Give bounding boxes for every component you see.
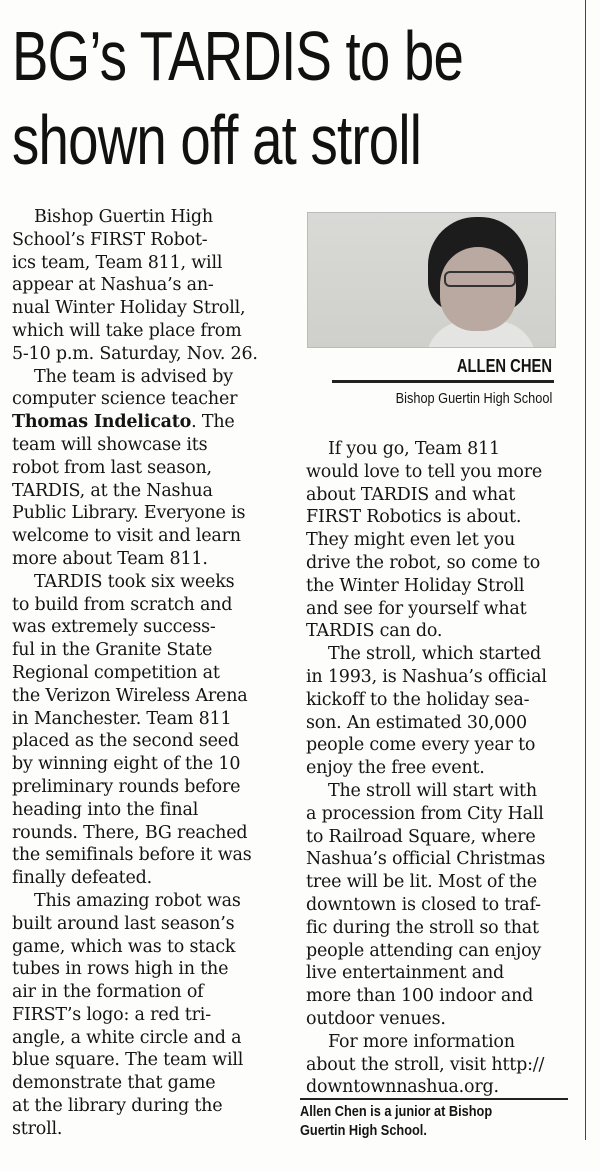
body-column-2 (306, 438, 568, 1099)
tagline-line-1: Allen Chen is a junior at Bishop (300, 1104, 493, 1120)
text-line: tubes in rows high in the (12, 959, 229, 980)
text-line: more than 100 indoor and (306, 986, 534, 1007)
text-line: TARDIS can do. (306, 621, 443, 642)
text-line: For more information (328, 1031, 515, 1052)
text-line: blue square. The team will (12, 1050, 244, 1071)
text-line: a procession from City Hall (306, 803, 544, 824)
text-line: in 1993, is Nashua’s official (306, 666, 547, 687)
text-line: fic during the stroll so that (306, 917, 539, 938)
paragraph (12, 206, 298, 366)
text-line (12, 411, 298, 434)
text-line: outdoor venues. (306, 1008, 446, 1029)
photo-credit-name: ALLEN CHEN (456, 356, 552, 376)
text-line: which will take place from (12, 320, 242, 341)
column-rule-right (585, 0, 586, 1140)
text-line: to Railroad Square, where (306, 826, 536, 847)
text-line: built around last season’s (12, 913, 235, 934)
headline-line-2: shown off at stroll (12, 101, 422, 179)
text-line: about the stroll, visit http:// (306, 1054, 545, 1075)
paragraph (12, 571, 298, 890)
text-line: game, which was to stack (12, 936, 236, 957)
text-line: FIRST’s logo: a red tri- (12, 1004, 211, 1025)
text-line: TARDIS took six weeks (34, 571, 235, 592)
text-line: Nashua’s official Christmas (306, 849, 546, 870)
text-line: preliminary rounds before (12, 776, 241, 797)
headline (12, 14, 464, 182)
photo-credit-rule (332, 380, 554, 383)
text-fragment: . The (191, 412, 235, 433)
text-line: tree will be lit. Most of the (306, 872, 537, 893)
text-line: heading into the final (12, 799, 199, 820)
text-line: welcome to visit and learn (12, 526, 241, 547)
text-line: ics team, Team 811, will (12, 252, 223, 273)
text-line: demonstrate that game (12, 1073, 216, 1094)
text-line: If you go, Team 811 (328, 439, 500, 459)
text-line: the semifinals before it was (12, 845, 252, 866)
body-column-1 (12, 206, 298, 1141)
text-line: The stroll, which started (328, 644, 541, 665)
text-line: computer science teacher (12, 389, 238, 410)
paragraph (306, 780, 568, 1031)
text-line: about TARDIS and what (306, 484, 516, 505)
text-line: appear at Nashua’s an- (12, 275, 214, 296)
paragraph (306, 1031, 568, 1099)
text-line: stroll. (12, 1118, 63, 1139)
paragraph (306, 438, 568, 643)
text-line: by winning eight of the 10 (12, 754, 241, 775)
tagline-line-2: Guertin High School. (300, 1123, 427, 1139)
paragraph (306, 643, 568, 780)
paragraph (12, 890, 298, 1141)
text-line: downtown is closed to traf- (306, 894, 541, 915)
text-line: robot from last season, (12, 457, 212, 478)
text-line: Public Library. Everyone is (12, 503, 246, 524)
text-line: people attending can enjoy (306, 940, 542, 961)
text-line: TARDIS, at the Nashua (12, 480, 213, 501)
text-line: at the library during the (12, 1096, 223, 1117)
text-line: The stroll will start with (328, 780, 537, 801)
text-line: finally defeated. (12, 868, 153, 889)
text-line: placed as the second seed (12, 731, 239, 752)
text-line: in Manchester. Team 811 (12, 708, 232, 729)
text-line: School’s FIRST Robot- (12, 229, 208, 250)
text-line: enjoy the free event. (306, 758, 485, 779)
text-line: and see for yourself what (306, 598, 527, 619)
text-line: nual Winter Holiday Stroll, (12, 298, 246, 319)
text-line: Regional competition at (12, 662, 220, 683)
advisor-name: Thomas Indelicato (12, 412, 192, 433)
text-line: son. An estimated 30,000 (306, 712, 527, 733)
paragraph (12, 366, 298, 571)
text-line: the Verizon Wireless Arena (12, 685, 248, 706)
headline-line-1: BG’s TARDIS to be (12, 17, 464, 95)
text-line: The team is advised by (34, 366, 233, 387)
text-line: downtownnashua.org. (306, 1077, 499, 1098)
author-photo (307, 212, 556, 348)
tagline-rule (300, 1098, 568, 1100)
text-line: rounds. There, BG reached (12, 822, 248, 843)
text-line: kickoff to the holiday sea- (306, 689, 530, 710)
text-line: This amazing robot was (34, 890, 241, 911)
text-line: more about Team 811. (12, 548, 208, 569)
text-line: live entertainment and (306, 963, 505, 984)
text-line: air in the formation of (12, 982, 204, 1003)
text-line: the Winter Holiday Stroll (306, 575, 525, 596)
text-line: ful in the Granite State (12, 640, 213, 661)
text-line: 5-10 p.m. Saturday, Nov. 26. (12, 343, 258, 364)
text-line: to build from scratch and (12, 594, 233, 615)
text-line: team will showcase its (12, 434, 208, 455)
text-line: Bishop Guertin High (34, 207, 213, 227)
author-tagline (300, 1103, 492, 1141)
text-line: was extremely success- (12, 617, 216, 638)
text-line: They might even let you (306, 530, 516, 551)
photo-credit-affiliation: Bishop Guertin High School (395, 390, 552, 407)
text-line: people come every year to (306, 735, 536, 756)
text-line: drive the robot, so come to (306, 552, 541, 573)
text-line: would love to tell you more (306, 461, 543, 482)
text-line: FIRST Robotics is about. (306, 507, 522, 528)
text-line: angle, a white circle and a (12, 1027, 242, 1048)
